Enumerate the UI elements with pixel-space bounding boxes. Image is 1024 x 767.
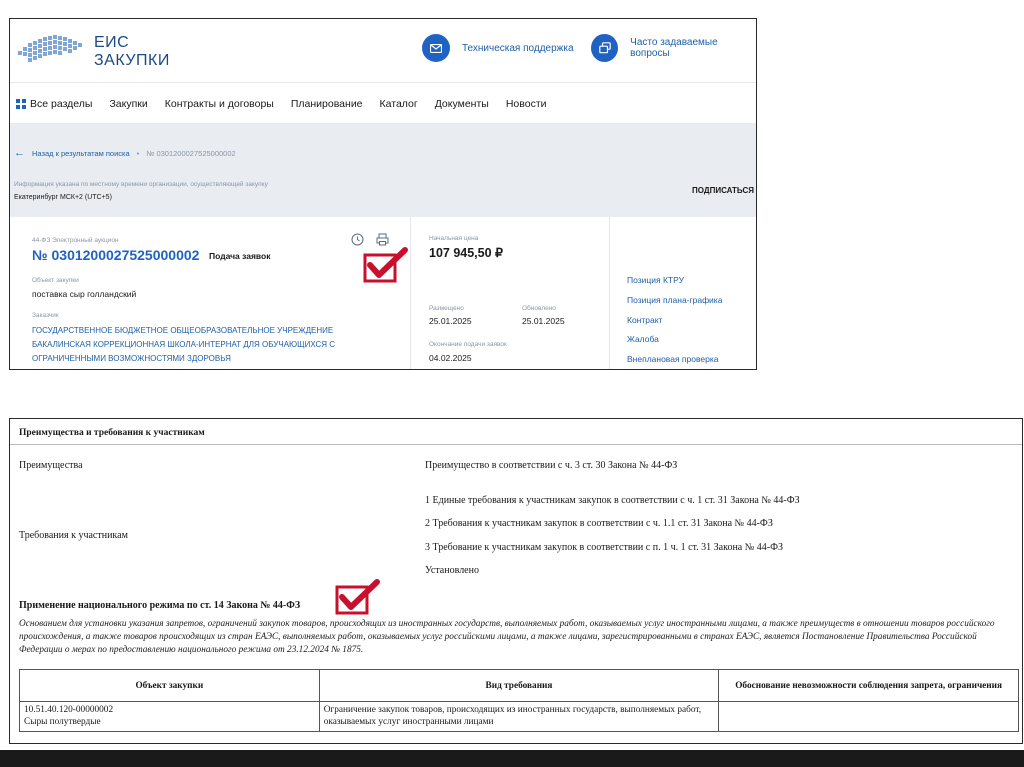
arrow-left-icon[interactable]: ← (14, 147, 25, 159)
deadline-label: Окончание подачи заявок (429, 341, 507, 348)
requirement-status: Установлено (425, 565, 479, 576)
ktru-position-link[interactable]: Позиция КТРУ (627, 275, 684, 285)
posted-label: Размещено (429, 305, 464, 312)
portal-header (10, 19, 756, 83)
updated-value: 25.01.2025 (522, 316, 565, 326)
nav-catalog[interactable]: Каталог (379, 97, 418, 110)
grid-icon (16, 99, 26, 109)
contract-link[interactable]: Контракт (627, 315, 663, 325)
subscribe-button[interactable]: ПОДПИСАТЬСЯ (692, 186, 754, 195)
logo-line-1: ЕИС (94, 34, 130, 51)
related-links (611, 217, 757, 370)
purchase-card (10, 217, 756, 370)
main-nav (10, 84, 756, 124)
tech-support-link[interactable] (422, 33, 574, 63)
national-regime-title: Применение национального режима по ст. 14 Закона № 44-ФЗ (19, 600, 301, 611)
posted-value: 25.01.2025 (429, 316, 472, 326)
object-value: поставка сыр голландский (32, 289, 137, 299)
faq-label: Часто задаваемые вопросы (630, 37, 718, 59)
nav-planning[interactable]: Планирование (290, 97, 363, 110)
nav-purchases[interactable]: Закупки (109, 97, 148, 110)
nav-documents[interactable]: Документы (434, 97, 489, 110)
nav-all-sections[interactable] (16, 98, 92, 110)
legal-basis-text: Основанием для установки указания запретов, ограничений закупок товаров, происходящих из иностранных государств, выполняемых работ, оказываемых услуг иностранными лицами, а также преимуществ в отношении товаров российского происхождения, а также товаров происходящих из стран ЕАЭС, выполняемых работ, оказываемых услуг российскими лицами, а также лицами, зарегистрированными в странах ЕАЭС, является Постановление Правительства Российской Федерации о мерах по предоставлению национального режима от 23.12.2024 № 1875. (19, 619, 995, 655)
eis-logo[interactable] (16, 31, 170, 71)
nav-news[interactable]: Новости (505, 97, 547, 110)
advantages-label: Преимущества (19, 460, 83, 471)
nav-all-sections-label: Все разделы (30, 97, 93, 110)
table-header-row (20, 670, 1019, 702)
purchase-main-info (10, 217, 411, 370)
updated-label: Обновлено (522, 305, 556, 312)
chat-icon (591, 34, 618, 62)
complaint-link[interactable]: Жалоба (627, 334, 659, 344)
bottom-bar (0, 750, 1024, 767)
breadcrumb-separator: • (136, 148, 140, 158)
column-header-requirement-type: Вид требования (319, 670, 719, 702)
red-checkmark-icon (363, 247, 409, 283)
russia-map-icon (16, 33, 88, 67)
print-icon[interactable] (376, 233, 389, 246)
breadcrumb-current: № 0301200027525000002 (146, 148, 236, 158)
requirements-document (9, 418, 1023, 744)
object-code: 10.51.40.120-00000002 (24, 705, 114, 715)
requirements-label: Требования к участникам (19, 530, 128, 541)
nav-contracts[interactable]: Контракты и договоры (164, 97, 274, 110)
cell-justification (719, 702, 1019, 732)
red-checkmark-icon (335, 579, 381, 615)
purchase-stage: Подача заявок (209, 251, 271, 261)
breadcrumb (14, 147, 236, 159)
object-label: Объект закупки (32, 277, 79, 284)
unscheduled-inspection-link[interactable]: Внеплановая проверка (627, 354, 719, 364)
requirements-table (19, 669, 1019, 732)
purchase-number[interactable]: № 0301200027525000002 (32, 247, 200, 263)
info-bar (10, 124, 756, 217)
timezone-value: Екатеринбург МСК+2 (UTC+5) (14, 194, 112, 201)
eis-portal-screenshot (9, 18, 757, 370)
requirement-item: 1 Единые требования к участникам закупок в соответствии с ч. 1 ст. 31 Закона № 44-ФЗ (425, 495, 800, 506)
requirement-item: 2 Требования к участникам закупок в соответствии с ч. 1.1 ст. 31 Закона № 44-ФЗ (425, 518, 773, 529)
column-header-justification: Обоснование невозможности соблюдения запрета, ограничения (719, 670, 1019, 702)
card-actions (351, 233, 389, 246)
deadline-value: 04.02.2025 (429, 353, 472, 363)
cell-object (20, 702, 320, 732)
requirement-item: 3 Требование к участникам закупок в соответствии с п. 1 ч. 1 ст. 31 Закона № 44-ФЗ (425, 542, 784, 553)
document-title: Преимущества и требования к участникам (19, 428, 205, 438)
price-value: 107 945,50 ₽ (429, 246, 503, 260)
timezone-note: Информация указана по местному времени организации, осуществляющей закупку (14, 181, 268, 188)
customer-label: Заказчик (32, 312, 59, 319)
mail-icon (422, 34, 450, 62)
advantages-value: Преимущество в соответствии с ч. 3 ст. 30 Закона № 44-ФЗ (425, 460, 678, 471)
history-icon[interactable] (351, 233, 364, 246)
object-name: Сыры полутвердые (24, 717, 101, 727)
table-row (20, 702, 1019, 732)
price-label: Начальная цена (429, 235, 479, 242)
logo-line-2: ЗАКУПКИ (94, 52, 170, 69)
purchase-price-dates (412, 217, 610, 370)
law-type: 44-ФЗ Электронный аукцион (32, 237, 119, 244)
cell-requirement: Ограничение закупок товаров, происходящих из иностранных государств, выполняемых работ, оказываемых услуг иностранными лицами (319, 702, 719, 732)
divider (10, 444, 1022, 445)
plan-schedule-link[interactable]: Позиция плана-графика (627, 295, 723, 305)
faq-link[interactable] (591, 33, 756, 63)
tech-support-label: Техническая поддержка (462, 42, 574, 54)
customer-link[interactable]: ГОСУДАРСТВЕННОЕ БЮДЖЕТНОЕ ОБЩЕОБРАЗОВАТЕЛЬНОЕ УЧРЕЖДЕНИЕ БАКАЛИНСКАЯ КОРРЕКЦИОННАЯ ШКОЛА-ИНТЕРНАТ ДЛЯ ОБУЧАЮЩИХСЯ С ОГРАНИЧЕННЫМИ ВОЗМОЖНОСТЯМИ ЗДОРОВЬЯ (32, 326, 336, 363)
column-header-object: Объект закупки (20, 670, 320, 702)
back-to-results-link[interactable]: Назад к результатам поиска (32, 148, 130, 158)
